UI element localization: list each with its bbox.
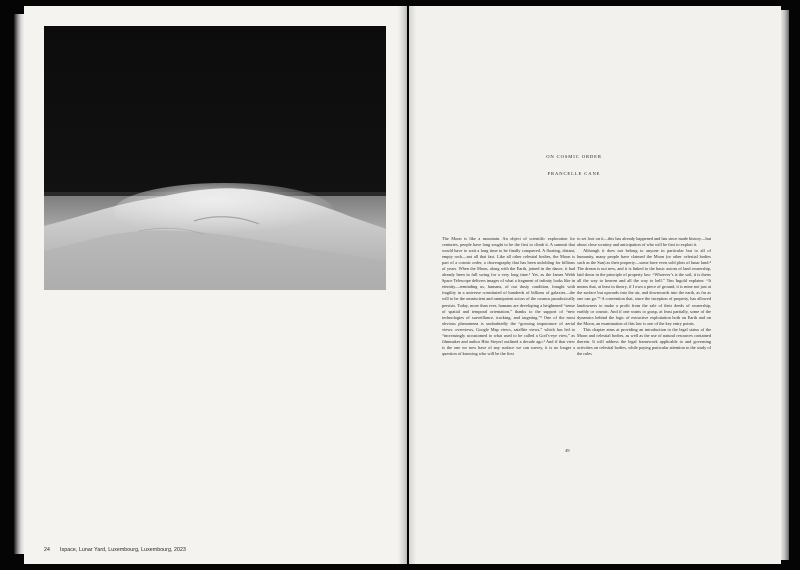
book-edge-right <box>781 10 789 560</box>
chapter-heading: ON COSMIC ORDER <box>546 154 602 159</box>
body-paragraph: Although it does not belong to anyone in particular but to all of humanity, many people have claimed the Moon (or other celestial bodies such as the Sun) as their property—some have even sold plots of lunar land.⁴ The dream is not new, and it is linked to the basic axiom of land ownership, laid down in the principle of property law: “Whoever’s is the soil, it is theirs all the way to heaven and all the way to hell.” Tim Ingold explains: “It means that, at least in theory, if I own a piece of ground, it is mine not just at the surface but upwards into the air, and downwards into the earth, as far as one can go.”⁵ A convention that, since the inception of property, has allowed landowners to make a profit from the sale of their deeds of ownership, earthly or cosmic. And if one wants to grasp, at least partially, some of the dynamics behind the logic of extractive exploitation both on Earth and on the Moon, an examination of this law is one of the key entry points. <box>577 248 711 326</box>
text-column-left <box>442 236 575 357</box>
text-column-right <box>577 236 711 357</box>
photograph-lunar-regolith-mound <box>44 26 386 290</box>
caption-number: 24 <box>44 547 50 553</box>
chapter-author: FRANCELLE CANE <box>547 171 601 176</box>
body-paragraph: to set foot on it—this has already happened and has since made history—but about close scrutiny and anticipation of who will be first to exploit it. <box>577 236 711 248</box>
body-paragraph: The Moon is like a mountain. An object of scientific exploration for centuries, people have long sought to be the first to climb it. A summit that would have to wait a long time to be finally conquered. A floating, distant, empty rock—not all that fast. Like all other celestial bodies, the Moon is part of a cosmic order, a choreography that has been unfolding for billions of years. When the Moon, along with the Earth, joined in the dance, it had already been in full swing for a very long time.¹ Yet, as the James Webb Space Telescope delivers images of what a fragment of infinity looks like in eternity—reminding us, humans, of our dusty condition, fraught with fragility in a universe constituted of hundreds of billions of galaxies—the will to be the omniscient and omnipotent actors of the cosmos paradoxically persists. Today, more than ever, humans are developing a heightened “sense of spatial and temporal orientation,” thanks to the support of “new technologies of surveillance, tracking, and targeting.”² One of the most obvious phenomena is undoubtedly the “growing importance of aerial views: overviews, Google Map views, satellite views,” which has led to “increasingly accustomed to what used to be called a God’s-eye view,” as filmmaker and author Hito Steyerl outlined a decade ago.³ And if that view is the one we now have of any surface we can survey, it is no longer a question of knowing who will be the first <box>442 236 575 356</box>
photo-illustration <box>44 26 386 290</box>
book-gutter <box>398 6 416 564</box>
caption-text: Ispace, Lunar Yard, Luxembourg, Luxembourg, 2023 <box>59 547 187 553</box>
right-page <box>409 6 781 564</box>
left-page <box>24 6 407 564</box>
body-paragraph: This chapter aims at providing an introduction to the legal status of the Moon and celestial bodies, as well as the use of natural resources contained therein. It will address the legal framework applicable to and governing activities on celestial bodies, while paying particular attention to the study of the rules <box>577 326 711 356</box>
photo-caption <box>44 547 186 553</box>
book-edge-left <box>14 14 24 554</box>
page-number: 49 <box>565 448 570 453</box>
